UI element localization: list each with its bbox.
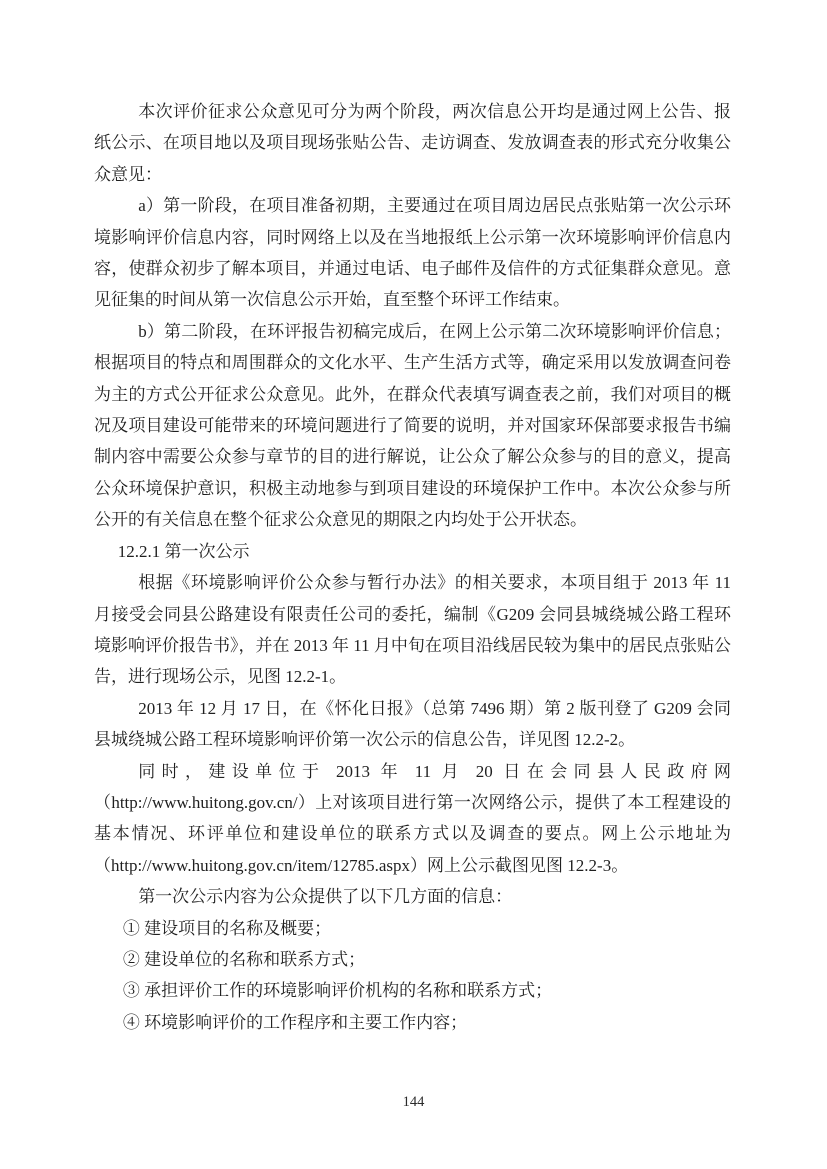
paragraph-list-intro: 第一次公示内容为公众提供了以下几方面的信息： [138, 887, 513, 907]
paragraph-intro: 本次评价征求公众意见可分为两个阶段，两次信息公开均是通过网上公告、报纸公示、在项目地以及项目现场张贴公告、走访调查、发放调查表的形式充分收集公众意见： [94, 102, 731, 184]
list-item-1: ① 建设项目的名称及概要； [122, 918, 332, 938]
section-heading-12-2-1: 12.2.1 第一次公示 [117, 541, 250, 561]
list-item-3: ③ 承担评价工作的环境影响评价机构的名称和联系方式； [122, 981, 553, 1001]
paragraph-stage-a: a）第一阶段，在项目准备初期，主要通过在项目周边居民点张贴第一次公示环境影响评价信息内容，同时网络上以及在当地报纸上公示第一次环境影响评价信息内容，使群众初步了解本项目，并通过电话、电子邮件及信件的方式征集群众意见。意见征集的时间从第一次信息公示开始，直至整个环评工作结束。 [94, 196, 731, 310]
paragraph-web-announcement: 同时，建设单位于 2013 年 11 月 20 日在会同县人民政府网（http://www.huitong.gov.cn/）上对该项目进行第一次网络公示，提供了本工程建设的基本情况、环评单位和建设单位的联系方式以及调查的要点。网上公示地址为（http://www.huitong.gov.cn/item/12785.aspx）网上公示截图见图 12.2-3。 [94, 761, 731, 875]
page-body-text [94, 96, 731, 1038]
list-item-4: ④ 环境影响评价的工作程序和主要工作内容； [122, 1012, 468, 1032]
paragraph-entrustment: 根据《环境影响评价公众参与暂行办法》的相关要求，本项目组于 2013 年 11 月接受会同县公路建设有限责任公司的委托，编制《G209 会同县城绕城公路工程环境影响评价报告书》，并在 2013 年 11 月中旬在项目沿线居民较为集中的居民点张贴公告，进行现场公示，见图 12.2-1。 [94, 573, 731, 687]
list-item-2: ② 建设单位的名称和联系方式； [122, 949, 366, 969]
paragraph-newspaper-announcement: 2013 年 12 月 17 日，在《怀化日报》（总第 7496 期）第 2 版刊登了 G209 会同县城绕城公路工程环境影响评价第一次公示的信息公告，详见图 12.2-2。 [94, 698, 731, 750]
page-number: 144 [402, 1094, 425, 1110]
paragraph-stage-b: b）第二阶段，在环评报告初稿完成后，在网上公示第二次环境影响评价信息；根据项目的特点和周围群众的文化水平、生产生活方式等，确定采用以发放调查问卷为主的方式公开征求公众意见。此外，在群众代表填写调查表之前，我们对项目的概况及项目建设可能带来的环境问题进行了简要的说明，并对国家环保部要求报告书编制内容中需要公众参与章节的目的进行解说，让公众了解公众参与的目的意义，提高公众环境保护意识，积极主动地参与到项目建设的环境保护工作中。本次公众参与所公开的有关信息在整个征求公众意见的期限之内均处于公开状态。 [94, 321, 731, 530]
